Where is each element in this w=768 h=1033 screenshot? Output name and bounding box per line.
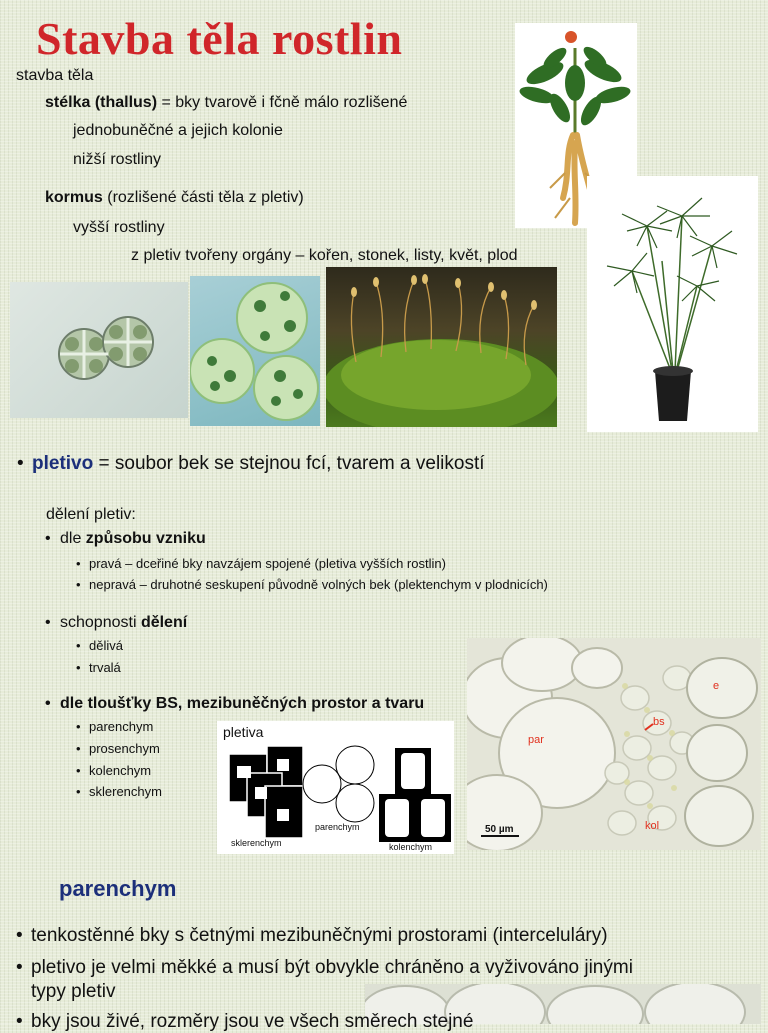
micro-label-e: e	[713, 680, 720, 692]
kormus-line	[45, 189, 304, 207]
kormus-definition: (rozlišené části těla z pletiv)	[102, 189, 304, 206]
kormus-term: kormus	[45, 189, 103, 206]
intro-line: stavba těla	[16, 67, 94, 84]
micro-label-kol: kol	[645, 820, 660, 832]
diagram-title: pletiva	[223, 724, 264, 740]
deleni-schopnosti: schopnosti dělení	[60, 614, 188, 631]
algae-colony-image	[10, 282, 188, 418]
pletivo-term: pletivo	[32, 453, 94, 474]
tl-item-parenchym: parenchym	[89, 719, 154, 734]
vznik-item-neprava: nepravá – druhotné seskupení původně volných bek (plektenchym v plodnicích)	[89, 577, 548, 592]
microscope-image	[467, 638, 761, 850]
label-parenchym: parenchym	[315, 822, 360, 832]
kormus-sub-1: vyšší rostliny	[73, 219, 165, 236]
thallus-sub-2: nižší rostliny	[73, 151, 162, 168]
tl-item-sklerenchym: sklerenchym	[89, 784, 162, 799]
parenchym-item-1: tenkostěnné bky s četnými mezibuněčnými prostorami (interceluláry)	[31, 925, 608, 946]
thallus-line	[45, 94, 407, 112]
tl-item-kolenchym: kolenchym	[89, 763, 152, 778]
tl-item-prosenchym: prosenchym	[89, 741, 160, 756]
deleni-vznik: dle způsobu vzniku	[60, 530, 206, 547]
parenchym-item-2-cont: typy pletiv	[31, 981, 116, 1002]
parenchym-item-3: bky jsou živé, rozměry jsou ve všech směrech stejné	[31, 1011, 474, 1032]
deleni-tloustka: dle tloušťky BS, mezibuněčných prostor a tvaru	[60, 695, 425, 712]
parenchym-cells	[303, 746, 374, 822]
thallus-definition: = bky tvarově i fčně málo rozlišené	[157, 94, 408, 111]
volvox-image	[190, 276, 320, 426]
moss-image	[326, 267, 557, 427]
vznik-item-prava: pravá – dceřiné bky navzájem spojené (pletiva vyšších rostlin)	[89, 556, 446, 571]
kormus-sub-2: z pletiv tvořeny orgány – kořen, stonek, listy, květ, plod	[131, 247, 518, 264]
page-title: Stavba těla rostlin	[36, 13, 403, 64]
deleni-heading: dělení pletiv:	[46, 506, 136, 523]
thallus-sub-1: jednobuněčné a jejich kolonie	[73, 122, 283, 139]
kolenchym-cells	[379, 748, 451, 842]
tissue-diagram	[217, 721, 454, 854]
label-sklerenchym: sklerenchym	[231, 838, 282, 848]
parenchym-heading: parenchym	[59, 876, 177, 901]
parenchym-item-2: pletivo je velmi měkké a musí být obvykle chráněno a vyživováno jinými	[31, 957, 633, 978]
micro-scale-bar: 50 µm	[485, 824, 514, 835]
schop-item-trvala: trvalá	[89, 660, 121, 675]
pletivo-rest: = soubor bek se stejnou fcí, tvarem a velikostí	[93, 453, 485, 474]
schop-item-deliva: dělivá	[89, 638, 123, 653]
thallus-term: stélka (thallus)	[45, 94, 158, 111]
micro-label-bs: bs	[653, 716, 665, 728]
pletivo-definition	[32, 453, 485, 475]
label-kolenchym: kolenchym	[389, 842, 433, 852]
micro-label-par: par	[528, 734, 544, 746]
papyrus-plant-image	[587, 176, 758, 432]
